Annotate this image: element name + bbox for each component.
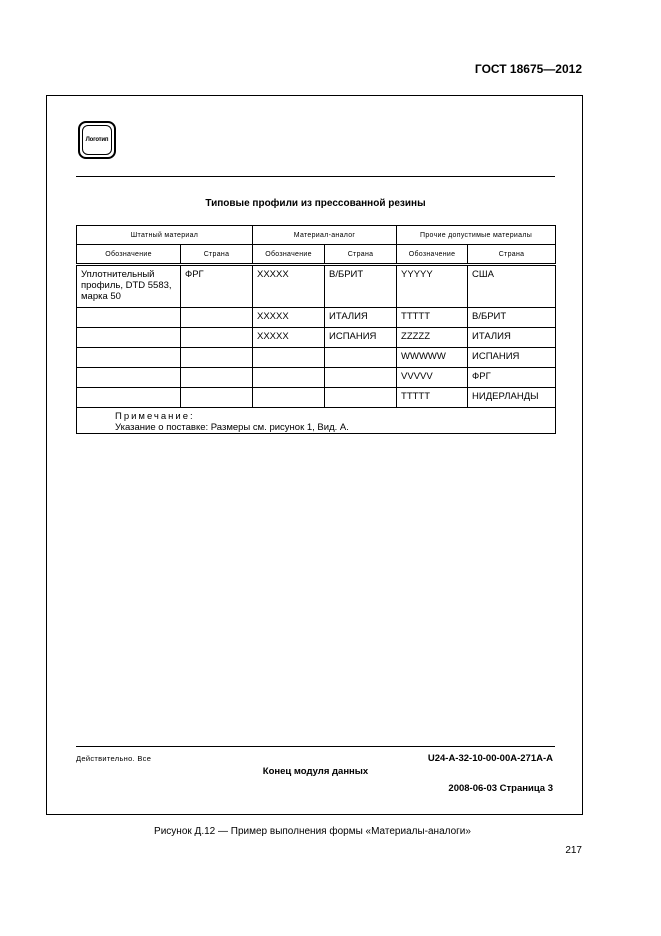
subheader-row <box>77 245 556 265</box>
table-cell: ИСПАНИЯ <box>468 348 556 368</box>
module-code: U24-A-32-10-00-00A-271A-A <box>427 753 553 764</box>
column-header: Обозначение <box>397 245 468 265</box>
table-cell <box>77 328 181 348</box>
note-text: Указание о поставке: Размеры см. рисунок 1, Вид. А. <box>115 422 349 433</box>
table-cell <box>253 368 325 388</box>
table-cell <box>77 348 181 368</box>
table-row <box>77 368 556 388</box>
standard-number: ГОСТ 18675—2012 <box>474 62 582 76</box>
table-cell: XXXXX <box>253 308 325 328</box>
logo-text: Логотип <box>82 125 112 155</box>
issue-date-page: 2008-06-03 Страница 3 <box>448 783 553 794</box>
table-cell: НИДЕРЛАНДЫ <box>468 388 556 408</box>
table-cell: Уплотнительный профиль, DTD 5583, марка 50 <box>77 265 181 308</box>
table-cell: В/БРИТ <box>325 265 397 308</box>
validity-text: Действительно. Все <box>76 754 152 763</box>
table-cell <box>77 308 181 328</box>
table-row <box>77 265 556 308</box>
end-of-module: Конец модуля данных <box>262 766 369 777</box>
group-header-row <box>77 226 556 245</box>
header-divider <box>76 176 555 177</box>
table-cell: TTTTT <box>397 308 468 328</box>
table-cell <box>181 368 253 388</box>
table-cell <box>181 308 253 328</box>
table-cell: XXXXX <box>253 328 325 348</box>
table-cell <box>253 388 325 408</box>
table-cell <box>325 388 397 408</box>
figure-caption: Рисунок Д.12 — Пример выполнения формы «Материалы-аналоги» <box>154 826 471 837</box>
page-number: 217 <box>565 845 582 856</box>
table-cell <box>181 328 253 348</box>
column-header: Страна <box>181 245 253 265</box>
table-row <box>77 348 556 368</box>
module-title: Типовые профили из прессованной резины <box>205 198 426 209</box>
group-header: Материал-аналог <box>253 226 397 245</box>
table-cell <box>77 368 181 388</box>
table-cell: VVVVV <box>397 368 468 388</box>
column-header: Страна <box>325 245 397 265</box>
table-cell: WWWWW <box>397 348 468 368</box>
table-cell <box>253 348 325 368</box>
group-header: Прочие допустимые материалы <box>397 226 556 245</box>
logo-box <box>78 121 116 159</box>
table-cell: TTTTT <box>397 388 468 408</box>
column-header: Страна <box>468 245 556 265</box>
table-cell: ИТАЛИЯ <box>468 328 556 348</box>
table-cell <box>77 388 181 408</box>
table-cell <box>181 348 253 368</box>
table-cell: ZZZZZ <box>397 328 468 348</box>
table-cell: ИСПАНИЯ <box>325 328 397 348</box>
table-row <box>77 328 556 348</box>
table-cell: XXXXX <box>253 265 325 308</box>
table-cell <box>325 348 397 368</box>
column-header: Обозначение <box>253 245 325 265</box>
note-cell <box>77 408 556 434</box>
table-row <box>77 388 556 408</box>
table-cell: В/БРИТ <box>468 308 556 328</box>
table-cell: YYYYY <box>397 265 468 308</box>
table-cell: ИТАЛИЯ <box>325 308 397 328</box>
column-header: Обозначение <box>77 245 181 265</box>
group-header: Штатный материал <box>77 226 253 245</box>
table-row <box>77 308 556 328</box>
data-module-frame <box>46 95 583 815</box>
note-row <box>77 408 556 434</box>
table-cell: США <box>468 265 556 308</box>
table-cell: ФРГ <box>181 265 253 308</box>
table-cell <box>181 388 253 408</box>
materials-table <box>76 225 556 434</box>
note-label: Примечание: <box>115 411 195 422</box>
footer-divider <box>76 746 555 747</box>
table-cell: ФРГ <box>468 368 556 388</box>
table-cell <box>325 368 397 388</box>
